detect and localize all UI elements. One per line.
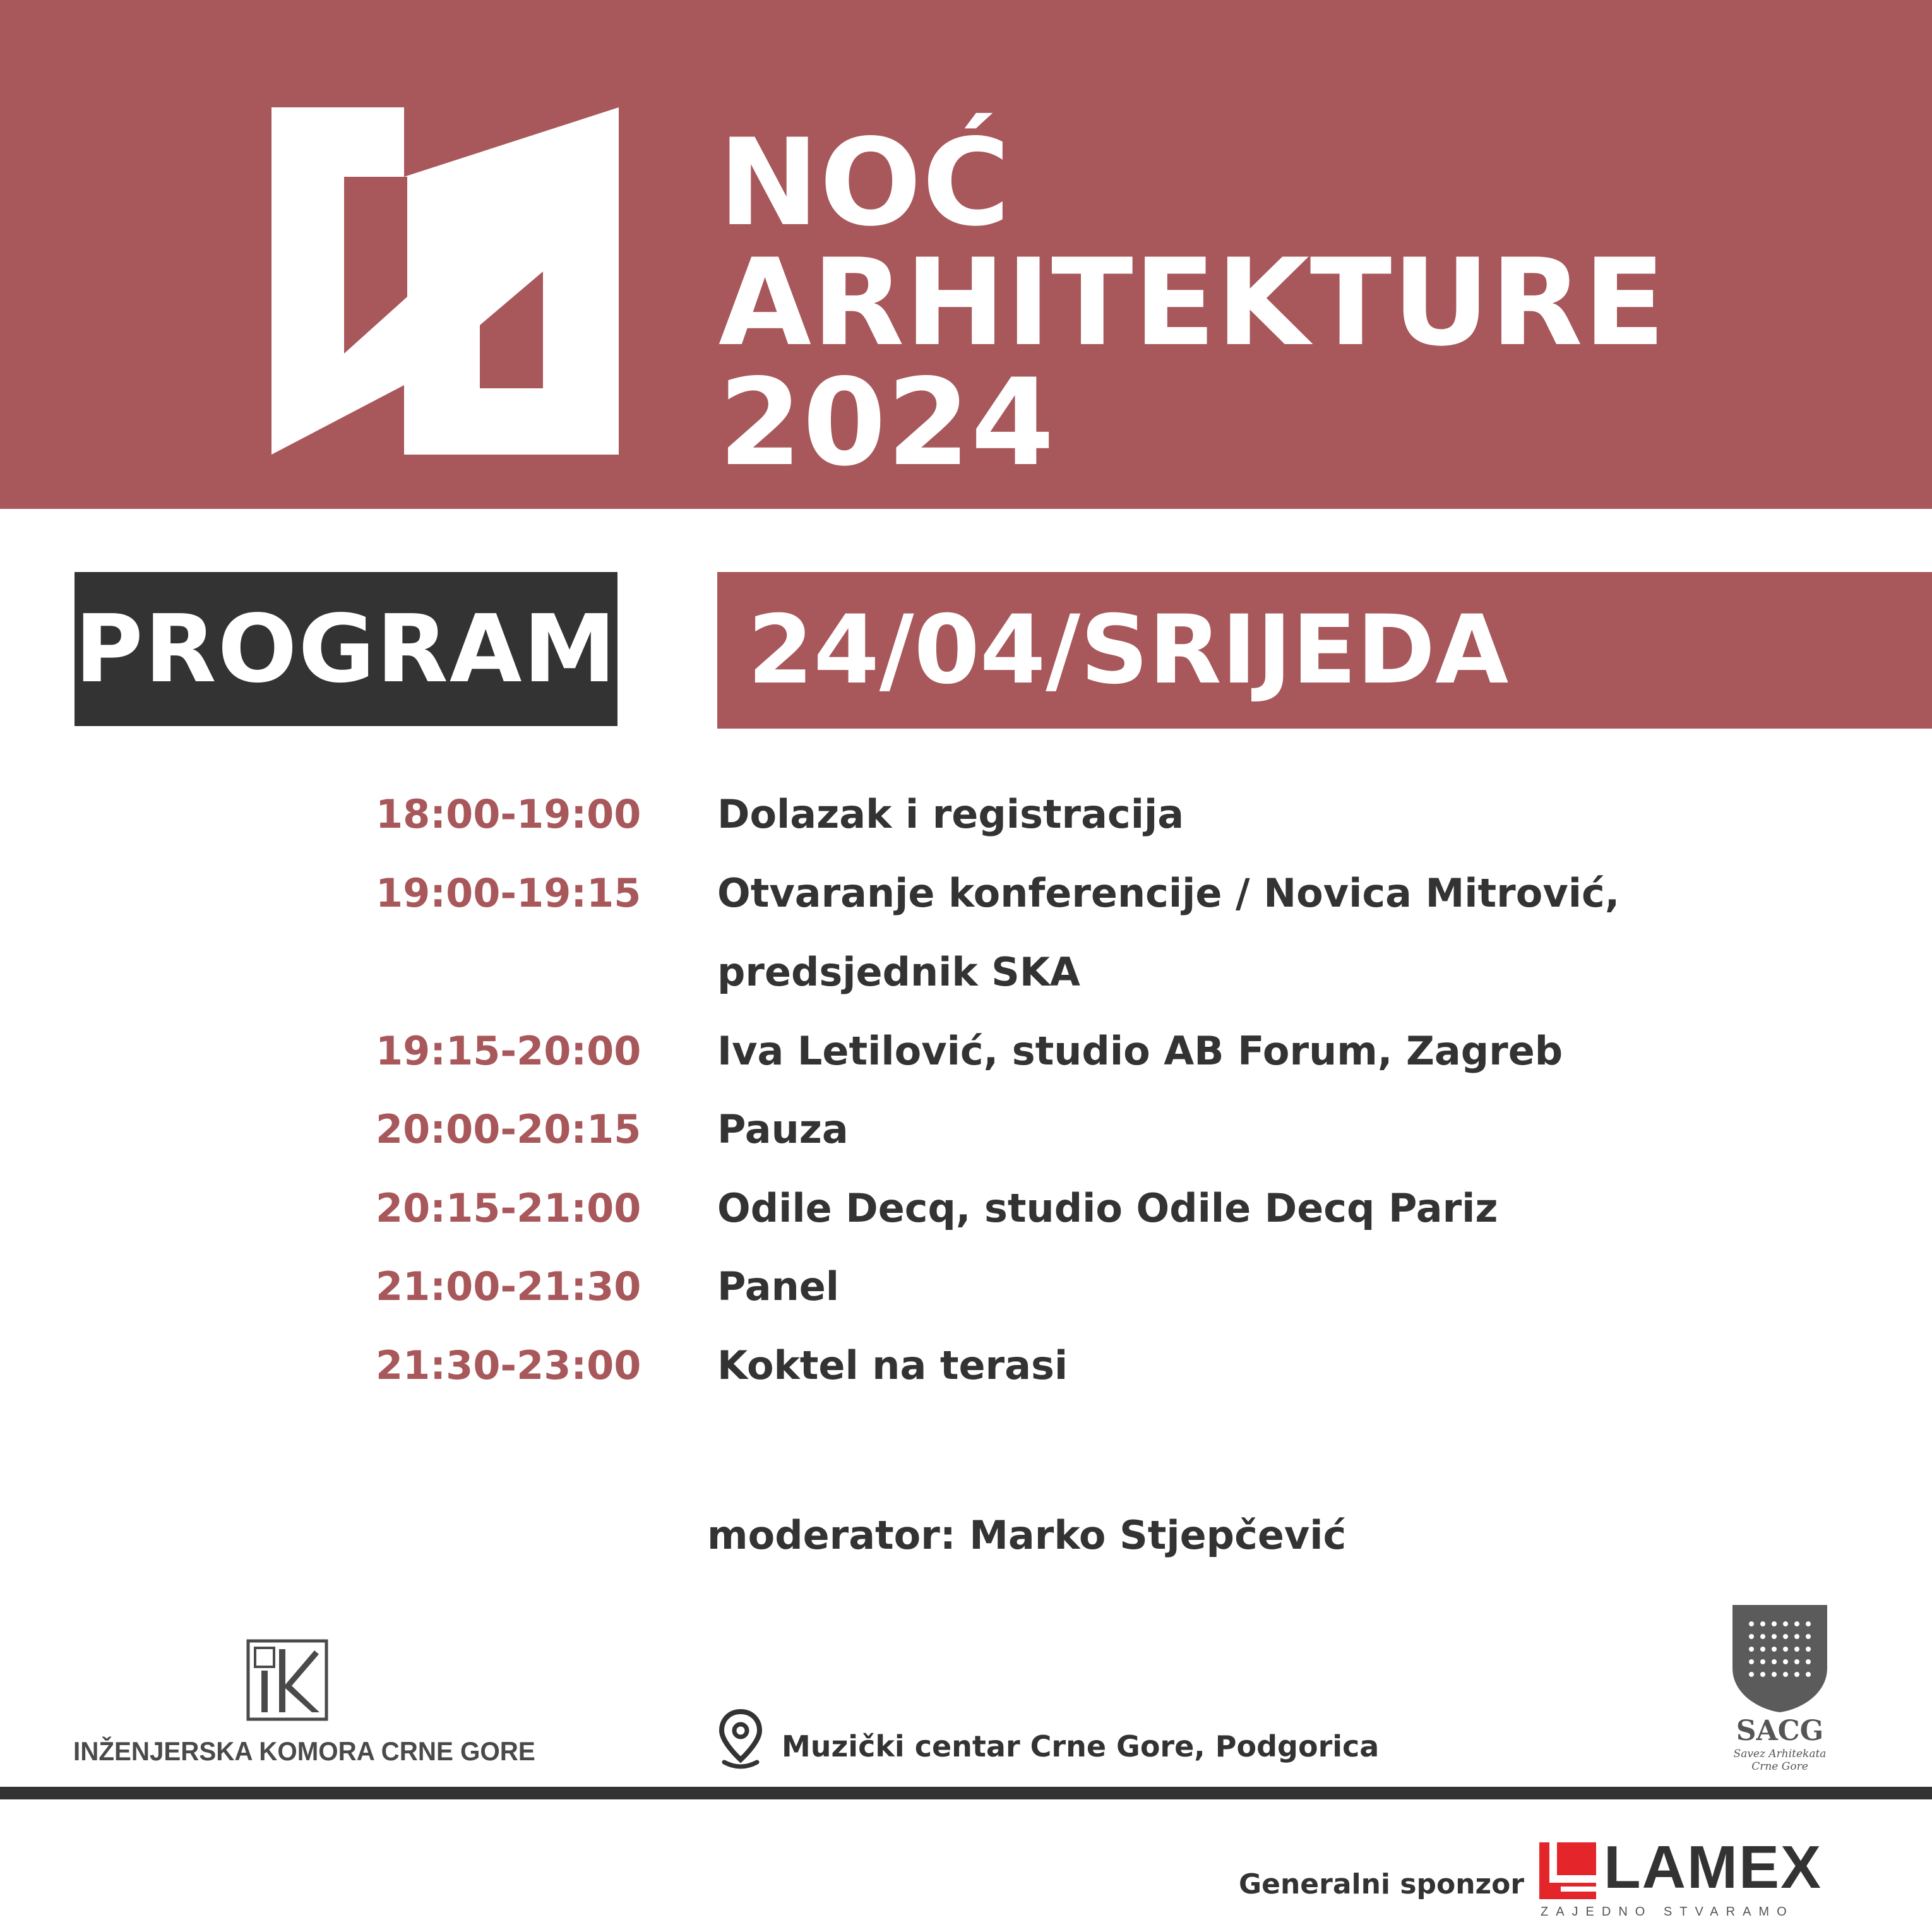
schedule-item-continued: predsjednik SKA	[717, 949, 1080, 995]
location-pin-icon	[715, 1708, 766, 1774]
moderator-text: moderator: Marko Stjepčević	[707, 1512, 1347, 1558]
schedule-item: Koktel na terasi	[717, 1342, 1068, 1388]
program-label: PROGRAM	[75, 572, 617, 726]
schedule-item: Iva Letilović, studio AB Forum, Zagreb	[717, 1028, 1563, 1074]
sacg-shield-logo-icon	[1732, 1605, 1827, 1712]
schedule-time: 20:15-21:00	[376, 1185, 641, 1231]
footer-divider	[0, 1787, 1932, 1799]
schedule-time: 21:00-21:30	[376, 1263, 641, 1309]
schedule-time: 18:00-19:00	[376, 791, 641, 837]
schedule-item: Panel	[717, 1263, 840, 1309]
schedule-item: Odile Decq, studio Odile Decq Pariz	[717, 1185, 1498, 1231]
schedule-time: 19:00-19:15	[376, 870, 641, 916]
lamex-tagline: ZAJEDNO STVARAMO	[1541, 1905, 1794, 1919]
schedule-time: 19:15-20:00	[376, 1028, 641, 1074]
schedule-item: Pauza	[717, 1106, 849, 1152]
schedule-time: 20:00-20:15	[376, 1106, 641, 1152]
lamex-name: LAMEX	[1604, 1834, 1822, 1901]
date-label: 24/04/SRIJEDA	[717, 572, 1932, 729]
venue-text: Muzički centar Crne Gore, Podgorica	[782, 1729, 1380, 1763]
sacg-name: SACG	[1736, 1715, 1824, 1747]
sponsor-label: Generalni sponzor	[1239, 1868, 1525, 1900]
title-line-3: 2024	[719, 353, 1055, 492]
schedule-time: 21:30-23:00	[376, 1342, 641, 1388]
lamex-logo-icon	[1539, 1842, 1596, 1899]
na-monogram-logo-icon	[271, 107, 619, 455]
ik-logo-icon	[246, 1639, 328, 1721]
schedule-item: Otvaranje konferencije / Novica Mitrović,	[717, 870, 1620, 916]
schedule-item: Dolazak i registracija	[717, 791, 1184, 837]
sacg-subtitle: Savez Arhitekata Crne Gore	[1733, 1748, 1827, 1773]
title-line-1: NOĆ	[719, 113, 1011, 253]
ik-name: INŽENJERSKA KOMORA CRNE GORE	[73, 1736, 535, 1766]
title-line-2: ARHITEKTURE	[719, 233, 1666, 373]
